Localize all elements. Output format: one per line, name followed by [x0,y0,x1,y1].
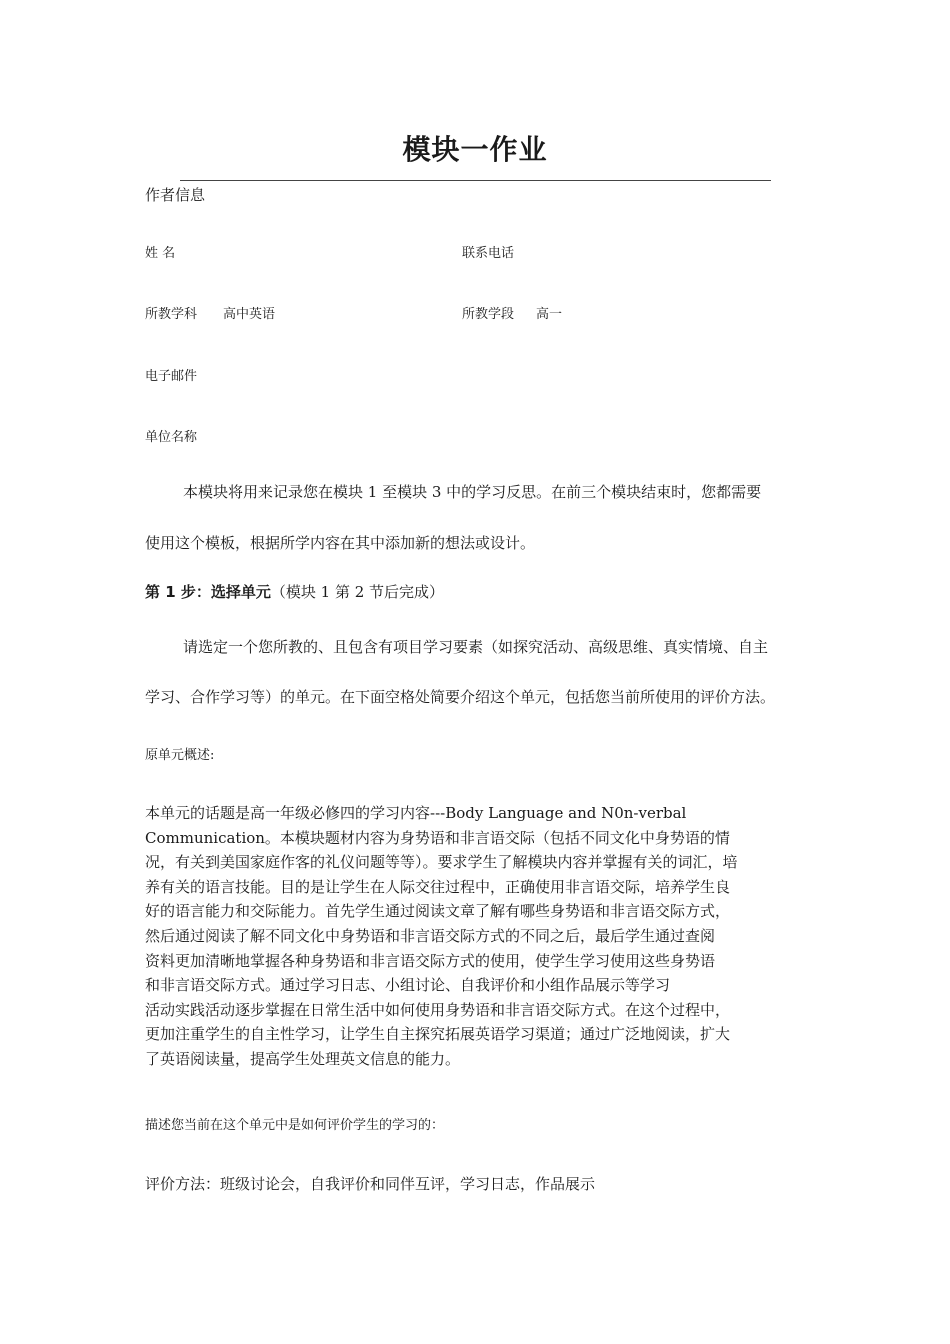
overview-line: 活动实践活动逐步掌握在日常生活中如何使用身势语和非言语交际方式。在这个过程中， [145,1000,731,1019]
overview-line: 本单元的话题是高一年级必修四的学习内容---Body Language and N0n-verbal [145,804,687,822]
subject-label: 所教学科 [145,307,198,322]
overview-line: 了英语阅读量，提高学生处理英文信息的能力。 [145,1049,461,1068]
email-label: 电子邮件 [145,369,198,384]
overview-label: 原单元概述: [145,748,215,763]
intro-line-2: 使用这个模板，根据所学内容在其中添加新的想法或设计。 [145,534,536,552]
overview-line: 养有关的语言技能。目的是让学生在人际交往过程中，正确使用非言语交际，培养学生良 [145,877,731,896]
overview-line: 资料更加清晰地掌握各种身势语和非言语交际方式的使用，使学生学习使用这些身势语 [145,951,716,970]
overview-text [145,801,795,1072]
subject-field [145,303,275,322]
overview-line: 然后通过阅读了解不同文化中身势语和非言语交际方式的不同之后，最后学生通过查阅 [145,926,716,945]
step1-line-1: 请选定一个您所教的、且包含有项目学习要素（如探究活动、高级思维、真实情境、自主 [183,638,769,656]
overview-line: Communication。本模块题材内容为身势语和非言语交际（包括不同文化中身势语的情 [145,828,730,847]
step1-title: 第 1 步：选择单元 [145,583,271,601]
author-info-heading: 作者信息 [145,186,206,204]
name-field [145,242,175,261]
phone-field [462,242,514,261]
overview-line: 和非言语交际方式。通过学习日志、小组讨论、自我评价和小组作品展示等学习 [145,976,671,995]
overview-line: 好的语言能力和交际能力。首先学生通过阅读文章了解有哪些身势语和非言语交际方式， [145,902,731,921]
email-field [145,365,197,384]
unit-label: 单位名称 [145,430,198,445]
assessment-label: 描述您当前在这个单元中是如何评价学生的学习的： [145,1118,445,1133]
intro-line-1: 本模块将用来记录您在模块 1 至模块 3 中的学习反思。在前三个模块结束时，您都需要 [183,483,762,501]
step1-line-2: 学习、合作学习等）的单元。在下面空格处简要介绍这个单元，包括您当前所使用的评价方法。 [145,688,776,706]
subject-value: 高中英语 [223,307,276,322]
page-title: 模块一作业 [402,133,548,166]
grade-value: 高一 [536,307,563,322]
phone-label: 联系电话 [462,246,515,261]
step1-heading [145,581,444,602]
overview-line: 况，有关到美国家庭作客的礼仪问题等等）。要求学生了解模块内容并掌握有关的词汇，培 [145,853,738,872]
title-underline [180,180,771,181]
name-label: 姓 名 [145,246,176,261]
overview-line: 更加注重学生的自主性学习，让学生自主探究拓展英语学习渠道；通过广泛地阅读，扩大 [145,1025,731,1044]
grade-field [462,303,562,322]
grade-label: 所教学段 [462,307,515,322]
step1-note: （模块 1 第 2 节后完成） [270,583,445,601]
assessment-text: 评价方法：班级讨论会，自我评价和同伴互评，学习日志，作品展示 [145,1175,596,1193]
unit-field [145,426,197,445]
